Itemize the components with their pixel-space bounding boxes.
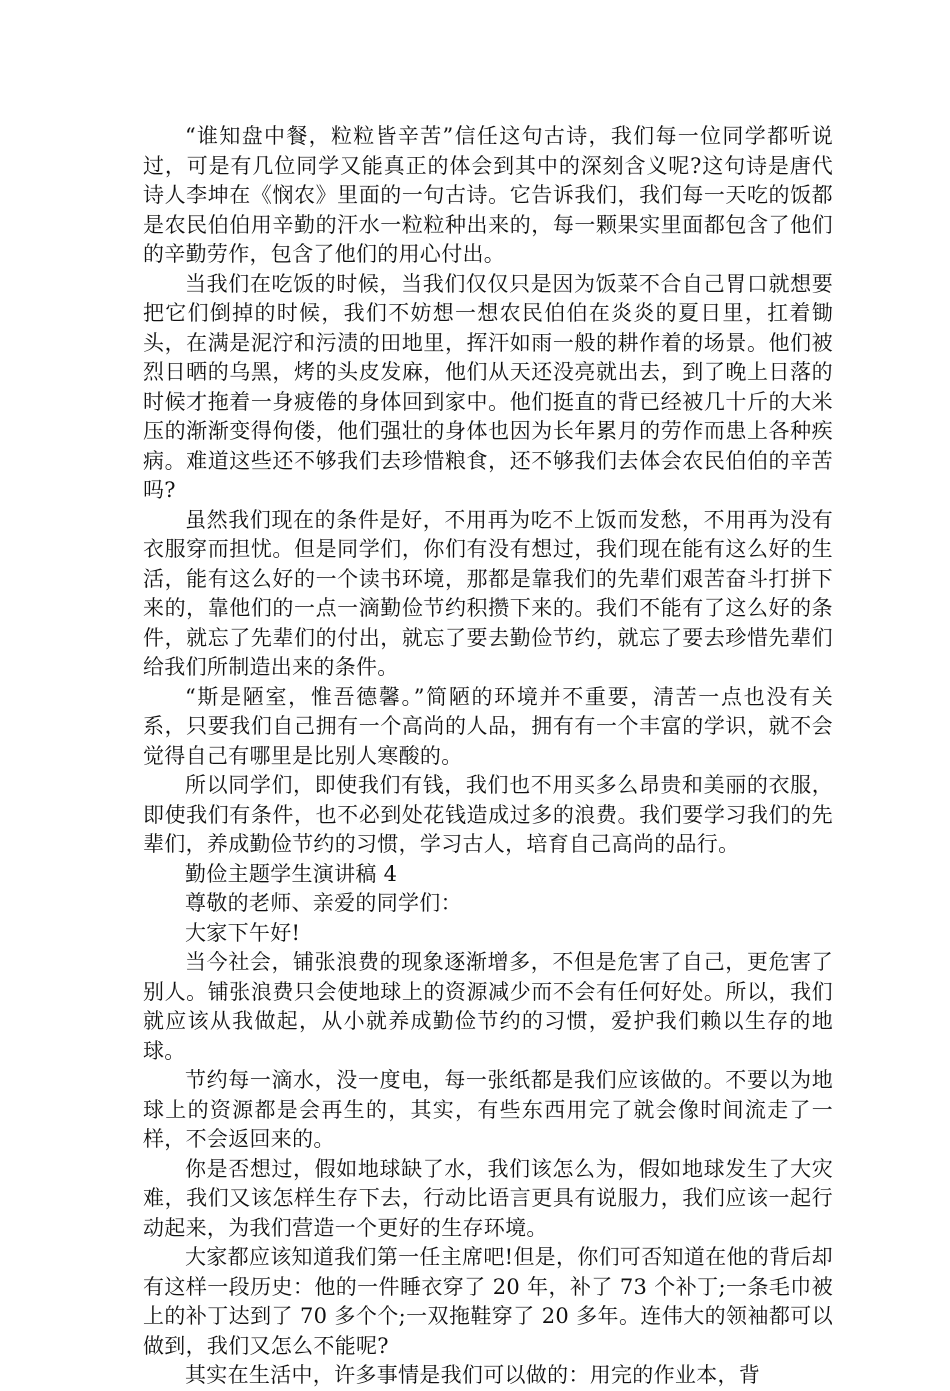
paragraph-farmers-labor: 当我们在吃饭的时候，当我们仅仅只是因为饭菜不合自己胃口就想要把它们倒掉的时候，我们不妨想一想农民伯伯在炎炎的夏日里，扛着锄头，在满是泥泞和污渍的田地里，挥汗如雨一般的耕作着的场景。他们被烈日晒的乌黑，烤的头皮发麻，他们从天还没亮就出去，到了晚上日落的时候才拖着一身疲倦的身体回到家中。他们挺直的背已经被几十斤的大米压的渐渐变得佝偻，他们强壮的身体也因为长年累月的劳作而患上各种疾病。难道这些还不够我们去珍惜粮食，还不够我们去体会农民伯伯的辛苦吗? bbox=[143, 271, 833, 502]
speech-greeting: 大家下午好! bbox=[185, 920, 301, 945]
speech-salutation: 尊敬的老师、亲爱的同学们： bbox=[185, 891, 462, 915]
paragraph-ancestors-effort: 虽然我们现在的条件是好，不用再为吃不上饭而发愁，不用再为没有衣服穿而担忧。但是同学们，你们有没有想过，我们现在能有这么好的生活，能有这么好的一个读书环境，那都是靠我们的先辈们艰苦奋斗打拼下来的，靠他们的一点一滴勤俭节约积攒下来的。我们不能有了这么好的条件，就忘了先辈们的付出，就忘了要去勤俭节约，就忘了要去珍惜先辈们给我们所制造出来的条件。 bbox=[143, 507, 833, 679]
paragraph-conclusion: 所以同学们，即使我们有钱，我们也不用买多么昂贵和美丽的衣服，即使我们有条件，也不必到处花钱造成过多的浪费。我们要学习我们的先辈们，养成勤俭节约的习惯，学习古人，培育自己高尚的品行。 bbox=[143, 773, 833, 856]
paragraph-waste-society: 当今社会，铺张浪费的现象逐渐增多，不但是危害了自己，更危害了别人。铺张浪费只会使地球上的资源减少而不会有任何好处。所以，我们就应该从我做起，从小就养成勤俭节约的习惯，爱护我们赖以生存的地球。 bbox=[143, 950, 833, 1063]
paragraph-daily-life: 其实在生活中，许多事情是我们可以做的：用完的作业本，背 bbox=[185, 1363, 761, 1387]
speech-title: 勤俭主题学生演讲稿 4 bbox=[185, 861, 398, 886]
paragraph-leader-example: 大家都应该知道我们第一任主席吧!但是，你们可否知道在他的背后却有这样一段历史：他的一件睡衣穿了 20 年，补了 73 个补丁;一条毛巾被上的补丁达到了 70 多个个;一双拖鞋穿了 20 多年。连伟大的领袖都可以做到，我们又怎么不能呢? bbox=[143, 1245, 833, 1358]
paragraph-humble-room: “斯是陋室，惟吾德馨。”简陋的环境并不重要，清苦一点也没有关系，只要我们自己拥有一个高尚的人品，拥有有一个丰富的学识，就不会觉得自己有哪里是比别人寒酸的。 bbox=[143, 684, 833, 768]
paragraph-ancient-poem: “谁知盘中餐，粒粒皆辛苦”信任这句古诗，我们每一位同学都听说过，可是有几位同学又能真正的体会到其中的深刻含义呢?这句诗是唐代诗人李坤在《悯农》里面的一句古诗。它告诉我们，我们每一天吃的饭都是农民伯伯用辛勤的汗水一粒粒种出来的，每一颗果实里面都包含了他们的辛勤劳作，包含了他们的用心付出。 bbox=[143, 124, 833, 266]
document-page bbox=[143, 122, 833, 1391]
paragraph-save-resources: 节约每一滴水，没一度电，每一张纸都是我们应该做的。不要以为地球上的资源都是会再生的，其实，有些东西用完了就会像时间流走了一样，不会返回来的。 bbox=[143, 1068, 833, 1151]
paragraph-imagine-no-water: 你是否想过，假如地球缺了水，我们该怎么为，假如地球发生了大灾难，我们又该怎样生存下去，行动比语言更具有说服力，我们应该一起行动起来，为我们营造一个更好的生存环境。 bbox=[143, 1156, 833, 1240]
